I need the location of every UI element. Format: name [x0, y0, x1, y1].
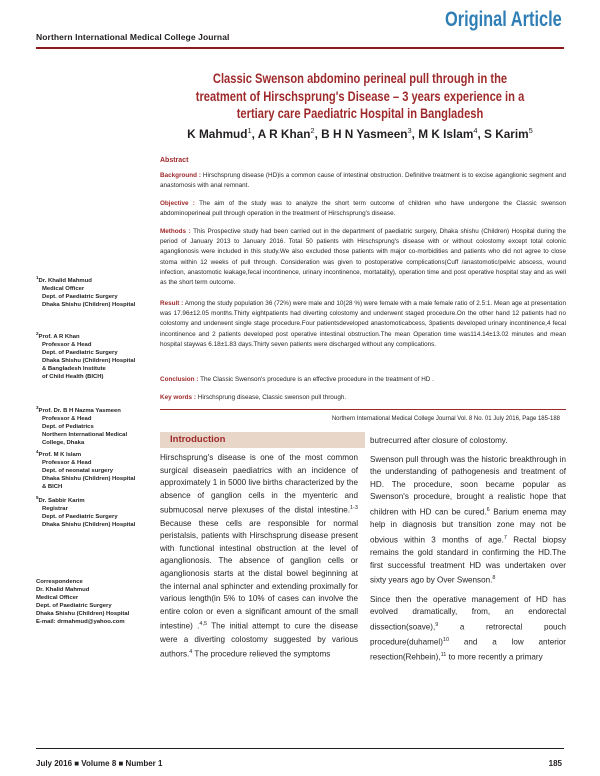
affiliation: $^4$Prof. M K Islam Professor & Head Dept. of neonatal surgery Dhaka Shishu (Children) Hospital & BICH	[36, 449, 136, 491]
body-column-right	[370, 435, 566, 671]
citation-rule	[160, 409, 566, 410]
abstract-objective-label: Objective :	[160, 200, 195, 207]
author[interactable]: K Mahmud$^1$	[187, 126, 252, 141]
abstract-objective	[160, 199, 566, 219]
abstract-keywords-text: Hirschsprung disease, Classic swenson pull through.	[197, 394, 347, 401]
abstract-result-label: Result :	[160, 300, 184, 307]
abstract-keywords-label: Key words :	[160, 394, 196, 401]
affiliation: $^2$Prof. A R Khan Professor & Head Dept. of Paediatric Surgery Dhaka Shishu (Children) Hospital & Bangladesh Institute of Child Health (BICH)	[36, 331, 136, 381]
paragraph: butrecurred after closure of colostomy.	[370, 436, 508, 445]
abstract-background-text: Hirschsprung disease (HD)is a common cause of intestinal obstruction. Definitive treatment is to excise aganglionic segment and anastomosis with anal remnant.	[160, 172, 566, 190]
reference-link[interactable]: 9	[435, 621, 439, 628]
reference-link[interactable]: 1-3	[350, 505, 358, 512]
reference-link[interactable]: 7	[503, 534, 507, 541]
abstract-keywords	[160, 393, 566, 403]
abstract-conclusion-label: Conclusion :	[160, 376, 199, 383]
abstract-conclusion-text: The Classic Swenson's procedure is an effective procedure in the treatment of HD .	[200, 376, 434, 383]
author[interactable]: B H N Yasmeen$^3$	[321, 126, 412, 141]
header-rule	[36, 47, 564, 49]
issue-info: July 2016 ■ Volume 8 ■ Number 1	[36, 759, 163, 768]
abstract-conclusion	[160, 375, 566, 385]
reference-link[interactable]: 4	[189, 649, 193, 656]
abstract-heading: Abstract	[160, 157, 189, 164]
author[interactable]: M K Islam$^4$	[418, 126, 478, 141]
correspondence: Correspondence Dr. Khalid Mahmud Medical Officer Dept. of Paediatric Surgery Dhaka Shishu (Children) Hospital E-mail: drmahmud@yahoo.com	[36, 578, 156, 627]
affiliation: $^3$Prof. Dr. B H Nazma Yasmeen Professor & Head Dept. of Pediatrics Northern International Medical College, Dhaka	[36, 405, 128, 447]
introduction-heading: Introduction	[170, 434, 226, 445]
email-link[interactable]: E-mail: drmahmud@yahoo.com	[36, 619, 125, 626]
abstract-methods-text: This Prospective study had been carried out in the department of paediatric surgery, Dhaka shishu (Children) Hospital during the period of January 2013 to January 2016. Total 50 patients with Hirschsprung's disease with or without colostomy except total colonic aganglionosis were included in this study.We also excluded those patients with major co-morbidities and patients who did not agree to close stoma within 12 weeks of pull through. Consideration was given to postoperative complications(Cuff /anastomotic/pelvic abscess, wound infection, anastomotic leakage,fecal incontinence, urinary incontinence, mortatality), operation time and post operative hospital stay and as well as the short term outcome.	[160, 228, 566, 287]
affiliation: $^1$Dr. Khalid Mahmud Medical Officer Dept. of Paediatric Surgery Dhaka Shishu (Children) Hospital	[36, 275, 136, 309]
author-list: K Mahmud$^1$, A R Khan$^2$, B H N Yasmeen$^3$, M K Islam$^4$, S Karim$^5$	[187, 126, 533, 141]
abstract-methods-label: Methods :	[160, 228, 191, 235]
abstract-background	[160, 171, 566, 191]
affiliation: $^5$Dr. Sabbir Karim Registrar Dept. of Paediatric Surgery Dhaka Shishu (Children) Hospital	[36, 495, 136, 529]
reference-link[interactable]: 8	[492, 575, 496, 582]
page-number: 185	[548, 759, 562, 768]
author[interactable]: A R Khan$^2$	[257, 126, 315, 141]
section-label: Original Article	[445, 8, 562, 31]
abstract-objective-text: The aim of the study was to analyze the short term outcome of children who have undergone the Classic swenson abdominoperineal pull through operation in the treatment of Hirschsprung's disease.	[160, 200, 567, 218]
reference-link[interactable]: 11	[440, 652, 447, 659]
reference-link[interactable]: 6	[486, 506, 490, 513]
footer-rule	[36, 748, 564, 749]
abstract-background-label: Background :	[160, 172, 202, 179]
article-title: Classic Swenson abdomino perineal pull through in the treatment of Hirschsprung's Disease – 3 years experience in a tertiary care Paediatric Hospital in Bangladesh	[195, 71, 525, 121]
body-column-left	[160, 452, 358, 668]
correspondence-heading: Correspondence	[36, 579, 83, 585]
paragraph: Since then the operative management of HD has evolved dramatically, from, an endorectal dissection(soave),$^9$ a retrorectal pouch procedure(duhamel)$^{10}$ and a low anterior resection(Rehbein),$^{11}$ to more recently a primary	[370, 594, 566, 663]
journal-name: Northern International Medical College Journal	[36, 32, 230, 42]
reference-link[interactable]: 4,5	[199, 621, 208, 628]
paragraph: Swenson pull through was the historic breakthrough in the understanding of pathogenesis and treatment of HD. The procedure, soon became popular as Swenson's procedure, brought a realistic hope that children with HD can be cured.$^6$ Barium enema may help in diagnosis but transition zone may not be obvious within 3 months of age.$^7$ Rectal biopsy remains the gold standard in confirming the HD.The first successful treatment HD was undertaken over sixty years ago by Over Swenson.$^8$	[370, 454, 567, 585]
reference-link[interactable]: 10	[442, 637, 450, 644]
abstract-methods	[160, 227, 566, 288]
author[interactable]: S Karim$^5$	[484, 126, 533, 141]
abstract-result	[160, 299, 566, 350]
abstract-result-text: Among the study population 36 (72%) were male and 10(28 %) were female with a male female ratio of 2.5:1. Mean age at presentation was 17.96±12.05 months.Thirty eightpatients had diverting colostomy and underwent staged procedure.On the other hand 12 patients had no colostomy and underwent single stage procedure.Four patientsdeveloped anastomoticabcess, 3patients developed urinary incontinence,4 fecal incontinence and 2 patients developed post operative intestinal obstruction.The mean Operation time was114.14±13.02 minutes and mean hospital staywas 6.18±1.83 days.Thirty seven patients were discharged without any complications.	[160, 300, 566, 348]
paragraph: Hirschsprung's disease is one of the most common surgical diseasein paediatrics with an incidence of approximately 1 in 5000 live births characterized by the absence of ganglion cells in the myenteric and submucosal nerve plexuses of the distal intestine.$^{1-3}$ Because these cells are responsible for normal peristalsis, patients with Hirschsprung disease present with functional intestinal obstruction at the level of aganglionosis. The absence of ganglion cells or aganglionosis starts at the distal bowel beginning at the internal anal sphincter and extending proximally for various length(in 5% to 10% of cases can involve the entire colon or even a significant amount of the small intestine) .$^{4,5}$ The initial attempt to cure the disease were a diverting colostomy suggested by various authors.$^4$ The procedure relieved the symptoms	[160, 453, 358, 659]
citation-line: Northern International Medical College Journal Vol. 8 No. 01 July 2016, Page 185-188	[331, 416, 560, 422]
